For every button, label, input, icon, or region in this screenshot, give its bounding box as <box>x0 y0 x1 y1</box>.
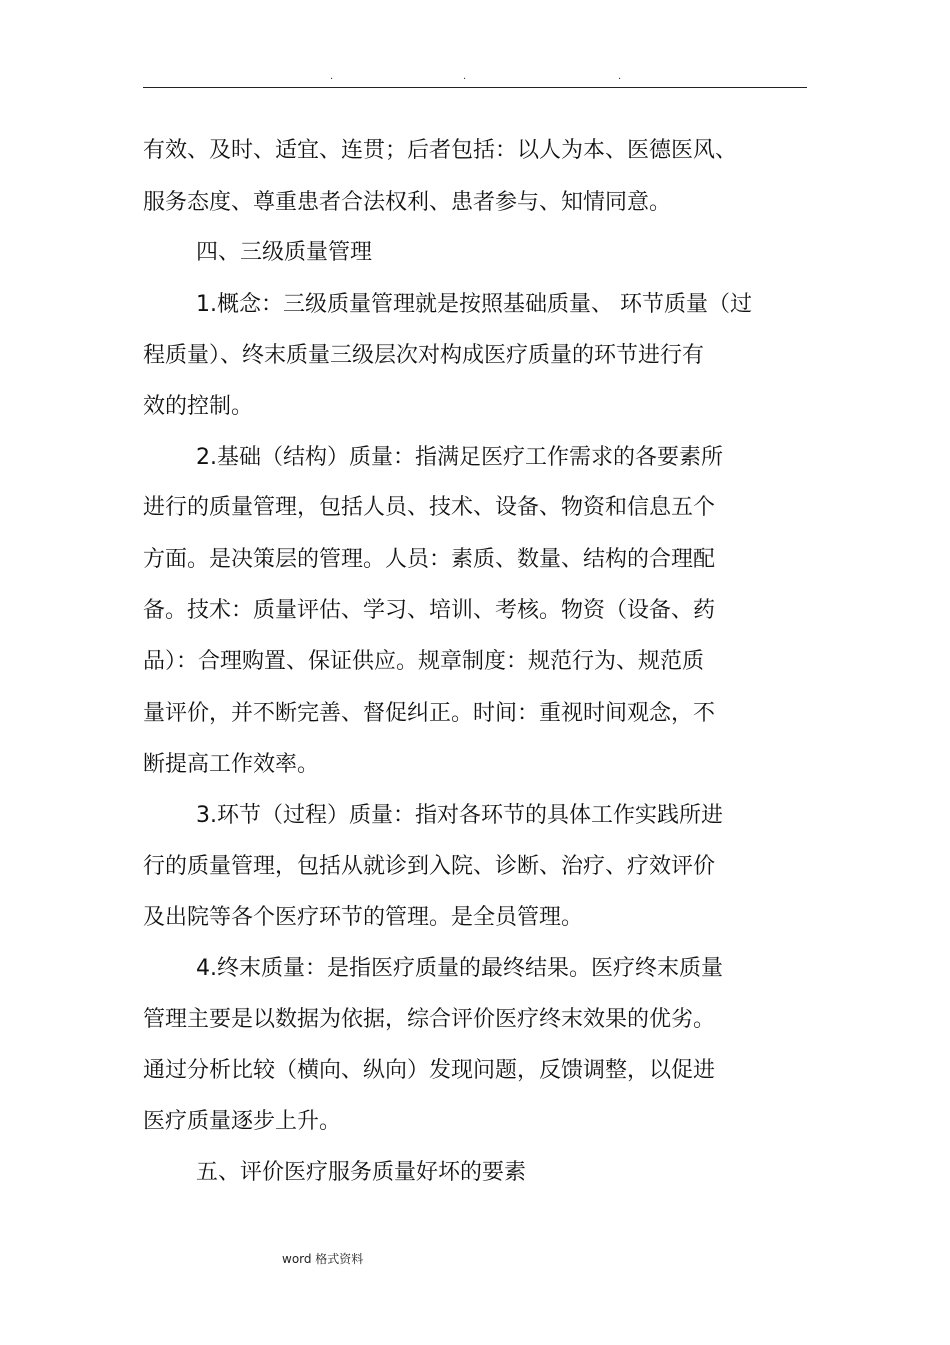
paragraph-line: 行的质量管理，包括从就诊到入院、诊断、治疗、疗效评价 <box>143 854 716 879</box>
header-dot: . <box>463 71 467 82</box>
paragraph-line: 量评价，并不断完善、督促纠正。时间：重视时间观念，不 <box>143 701 716 726</box>
section-heading: 四、三级质量管理 <box>196 240 373 265</box>
paragraph-line: 服务态度、尊重患者合法权利、患者参与、知情同意。 <box>143 190 672 215</box>
paragraph-line: 及出院等各个医疗环节的管理。是全员管理。 <box>143 905 584 930</box>
paragraph-line: 断提高工作效率。 <box>143 752 320 777</box>
paragraph-line: 医疗质量逐步上升。 <box>143 1109 342 1134</box>
paragraph-line: 通过分析比较（横向、纵向）发现问题，反馈调整，以促进 <box>143 1058 716 1083</box>
paragraph-line: 品）：合理购置、保证供应。规章制度：规范行为、规范质 <box>143 649 705 674</box>
paragraph-line: 方面。是决策层的管理。人员：素质、数量、结构的合理配 <box>143 547 716 572</box>
section-heading: 五、评价医疗服务质量好坏的要素 <box>196 1160 527 1185</box>
header-dot: . <box>618 71 622 82</box>
paragraph-line: 程质量）、终末质量三级层次对构成医疗质量的环节进行有 <box>143 343 705 368</box>
paragraph-line: 1.概念：三级质量管理就是按照基础质量、 环节质量（过 <box>196 292 752 317</box>
paragraph-line: 有效、及时、适宜、连贯；后者包括：以人为本、医德医风、 <box>143 138 738 163</box>
paragraph-line: 备。技术：质量评估、学习、培训、考核。物资（设备、药 <box>143 598 716 623</box>
header-dot: . <box>330 71 334 82</box>
header-rule <box>143 87 807 88</box>
paragraph-line: 4.终末质量：是指医疗质量的最终结果。医疗终末质量 <box>196 956 723 981</box>
paragraph-line: 进行的质量管理，包括人员、技术、设备、物资和信息五个 <box>143 495 716 520</box>
paragraph-line: 管理主要是以数据为依据，综合评价医疗终末效果的优劣。 <box>143 1007 716 1032</box>
footer-label: word 格式资料 <box>282 1252 364 1266</box>
paragraph-line: 效的控制。 <box>143 394 254 419</box>
paragraph-line: 3.环节（过程）质量：指对各环节的具体工作实践所进 <box>196 803 723 828</box>
paragraph-line: 2.基础（结构）质量：指满足医疗工作需求的各要素所 <box>196 445 723 470</box>
